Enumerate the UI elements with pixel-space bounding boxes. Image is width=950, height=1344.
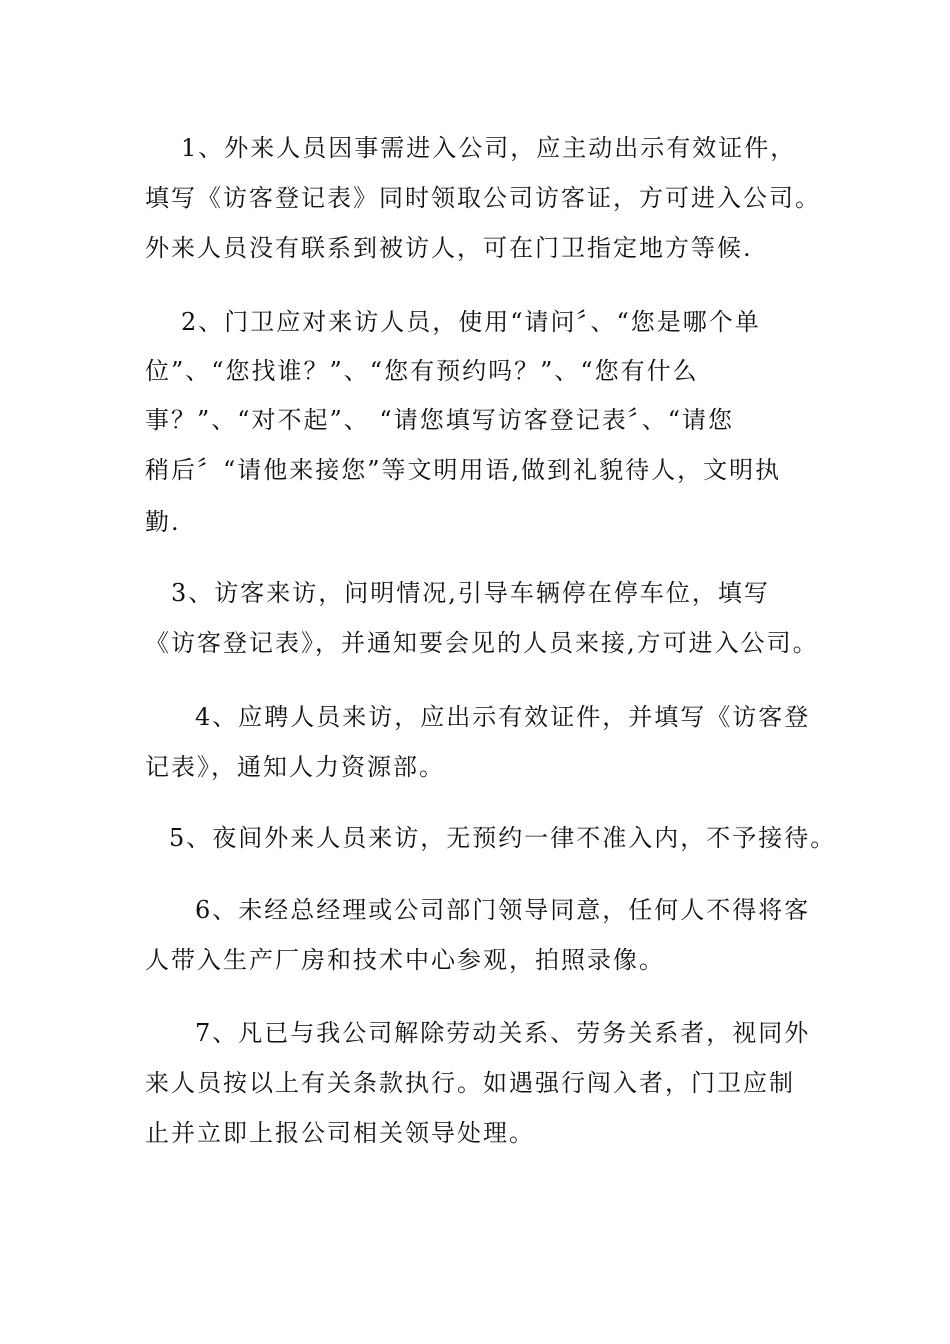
paragraph-2-line-2: 位”、“您找谁？”、“您有预约吗？”、“您有什么 [145, 357, 699, 385]
paragraph-7-line-3: 止并立即上报公司相关领导处理。 [145, 1119, 535, 1147]
paragraph-2-line-3: 事？”、“对不起”、 “请您填写访客登记表〞、“请您 [145, 406, 734, 434]
paragraph-2-line-1: 2、门卫应对来访人员，使用“请问〞、“您是哪个单 [181, 308, 761, 336]
paragraph-3-line-2: 《访客登记表》，并通知要会见的人员来接,方可进入公司。 [145, 629, 819, 657]
paragraph-4-line-1: 4、应聘人员来访，应出示有效证件，并填写《访客登 [195, 703, 811, 731]
paragraph-1-line-2: 填写《访客登记表》同时领取公司访客证，方可进入公司。 [145, 184, 821, 212]
paragraph-5-line-1: 5、夜间外来人员来访，无预约一律不准入内，不予接待。 [169, 824, 837, 852]
paragraph-3-line-1: 3、访客来访，问明情况,引导车辆停在停车位，填写 [171, 579, 770, 607]
paragraph-6-line-2: 人带入生产厂房和技术中心参观，拍照录像。 [145, 946, 665, 974]
paragraph-7-line-2: 来人员按以上有关条款执行。如遇强行闯入者，门卫应制 [145, 1069, 795, 1097]
paragraph-4-line-2: 记表》，通知人力资源部。 [145, 753, 445, 781]
paragraph-2-line-5: 勤. [145, 508, 181, 536]
paragraph-1-line-1: 1、外来人员因事需进入公司，应主动出示有效证件， [181, 134, 797, 162]
paragraph-2-line-4: 稍后〞“请他来接您”等文明用语,做到礼貌待人，文明执 [145, 456, 782, 484]
paragraph-6-line-1: 6、未经总经理或公司部门领导同意，任何人不得将客 [195, 896, 811, 924]
paragraph-7-line-1: 7、凡已与我公司解除劳动关系、劳务关系者，视同外 [195, 1019, 811, 1047]
paragraph-1-line-3: 外来人员没有联系到被访人，可在门卫指定地方等候. [145, 234, 753, 262]
